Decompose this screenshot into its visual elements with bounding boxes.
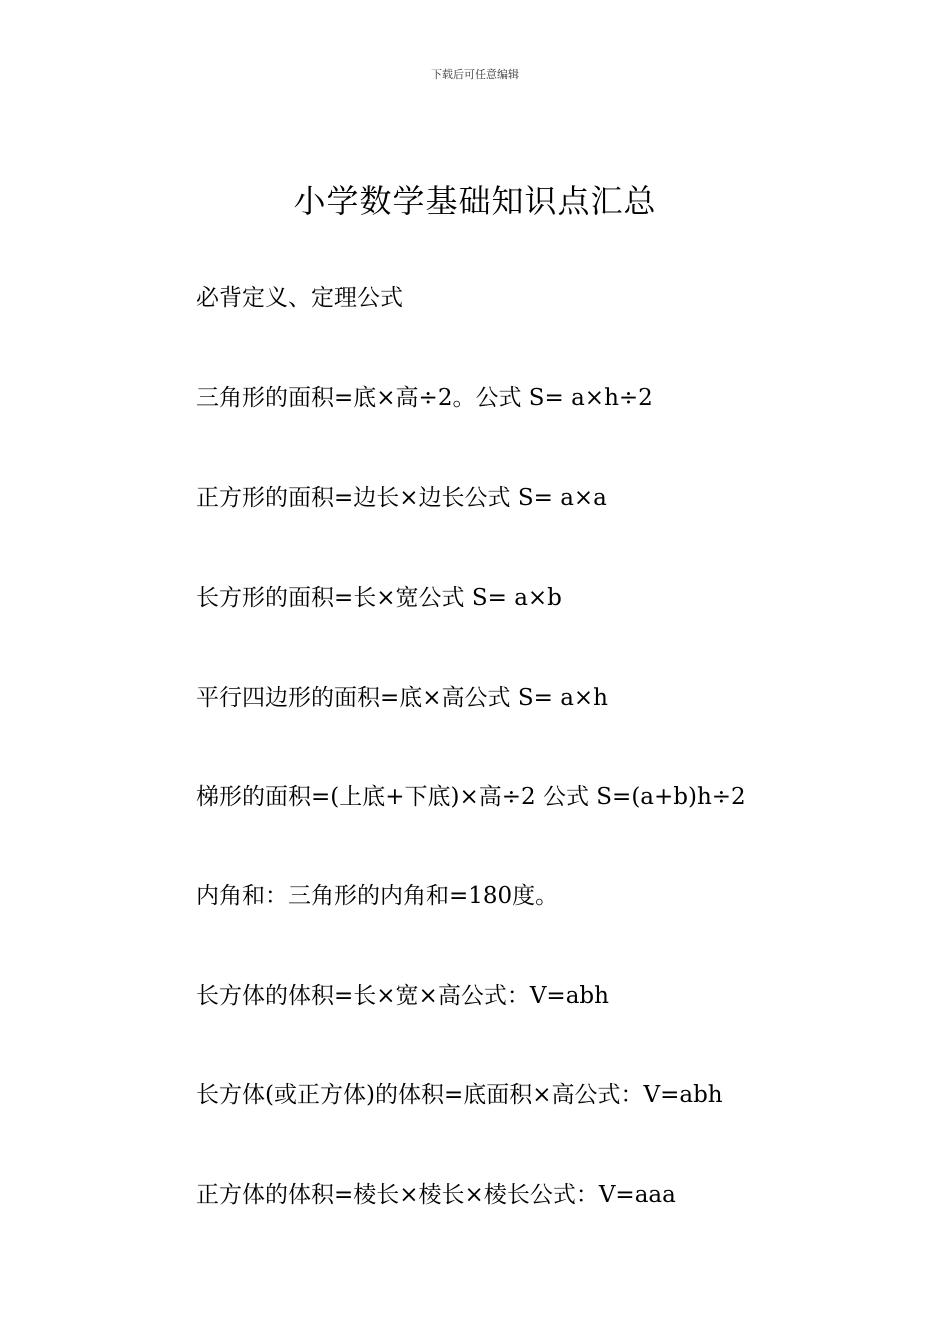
formula-line-cube-volume: 正方体的体积=棱长×棱长×棱长公式：V=aaa: [196, 1182, 676, 1208]
formula-line-cuboid-volume: 长方体的体积=长×宽×高公式：V=abh: [196, 983, 609, 1009]
page-header-note: 下载后可任意编辑: [431, 68, 519, 81]
formula-line-prism-volume: 长方体(或正方体)的体积=底面积×高公式：V=abh: [196, 1082, 723, 1108]
formula-line-trapezoid-area: 梯形的面积=(上底+下底)×高÷2 公式 S=(a+b)h÷2: [196, 784, 746, 810]
formula-line-square-area: 正方形的面积=边长×边长公式 S= a×a: [196, 485, 607, 511]
section-heading: 必背定义、定理公式: [196, 285, 403, 311]
formula-line-triangle-angle-sum: 内角和：三角形的内角和=180度。: [196, 883, 559, 909]
document-title: 小学数学基础知识点汇总: [293, 182, 657, 220]
formula-line-rectangle-area: 长方形的面积=长×宽公式 S= a×b: [196, 585, 562, 611]
formula-line-parallelogram-area: 平行四边形的面积=底×高公式 S= a×h: [196, 685, 608, 711]
formula-line-triangle-area: 三角形的面积=底×高÷2。公式 S= a×h÷2: [196, 385, 653, 411]
